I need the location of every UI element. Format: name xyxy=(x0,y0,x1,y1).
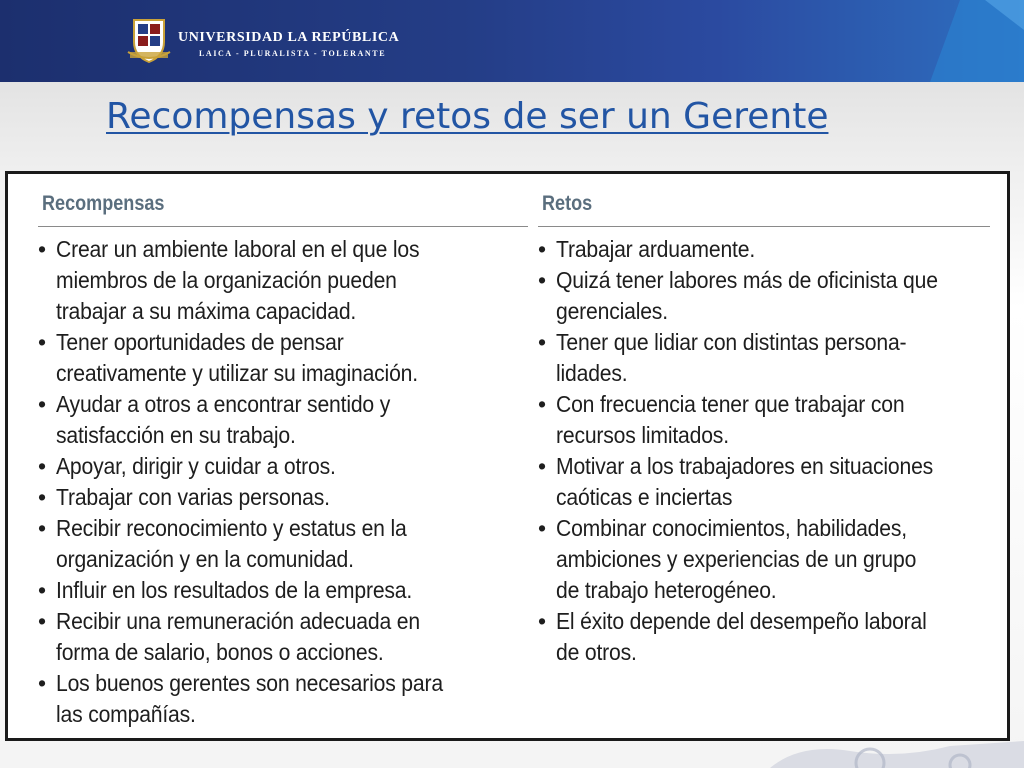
header-band xyxy=(0,0,1024,82)
challenges-header-rule xyxy=(538,226,990,227)
bottom-watermark-decoration xyxy=(0,741,1024,768)
list-item: • Trabajar arduamente. xyxy=(538,234,971,265)
list-item: • Tener que lidiar con distintas persona- lidades. xyxy=(538,327,971,389)
list-item: • Motivar a los trabajadores en situaciones caóticas e inciertas xyxy=(538,451,971,513)
rewards-header: Recompensas xyxy=(42,192,165,215)
slide-title: Recompensas y retos de ser un Gerente xyxy=(106,96,829,137)
list-item: • Con frecuencia tener que trabajar con recursos limitados. xyxy=(538,389,971,451)
list-item: • Crear un ambiente laboral en el que los miembros de la organización pueden trabajar a su máxima capacidad. xyxy=(38,234,477,327)
list-item: • Recibir una remuneración adecuada en forma de salario, bonos o acciones. xyxy=(38,606,477,668)
list-item: • Quizá tener labores más de oficinista que gerenciales. xyxy=(538,265,971,327)
university-name: UNIVERSIDAD LA REPÚBLICA xyxy=(178,30,400,45)
list-item: • Trabajar con varias personas. xyxy=(38,482,477,513)
rewards-column xyxy=(38,174,508,738)
challenges-header: Retos xyxy=(542,192,593,215)
rewards-list xyxy=(38,234,477,730)
list-item: • El éxito depende del desempeño laboral de otros. xyxy=(538,606,971,668)
list-item: • Tener oportunidades de pensar creativamente y utilizar su imaginación. xyxy=(38,327,477,389)
challenges-list xyxy=(538,234,971,668)
list-item: • Los buenos gerentes son necesarios para las compañías. xyxy=(38,668,477,730)
list-item: • Combinar conocimientos, habilidades, ambiciones y experiencias de un grupo de trabajo heterogéneo. xyxy=(538,513,971,606)
challenges-column xyxy=(538,174,988,738)
rewards-challenges-table xyxy=(5,171,1010,741)
list-item: • Ayudar a otros a encontrar sentido y satisfacción en su trabajo. xyxy=(38,389,477,451)
university-motto: LAICA - PLURALISTA - TOLERANTE xyxy=(199,49,387,58)
list-item: • Apoyar, dirigir y cuidar a otros. xyxy=(38,451,477,482)
rewards-header-rule xyxy=(38,226,528,227)
university-crest-icon xyxy=(124,12,174,64)
list-item: • Recibir reconocimiento y estatus en la organización y en la comunidad. xyxy=(38,513,477,575)
list-item: • Influir en los resultados de la empresa. xyxy=(38,575,477,606)
